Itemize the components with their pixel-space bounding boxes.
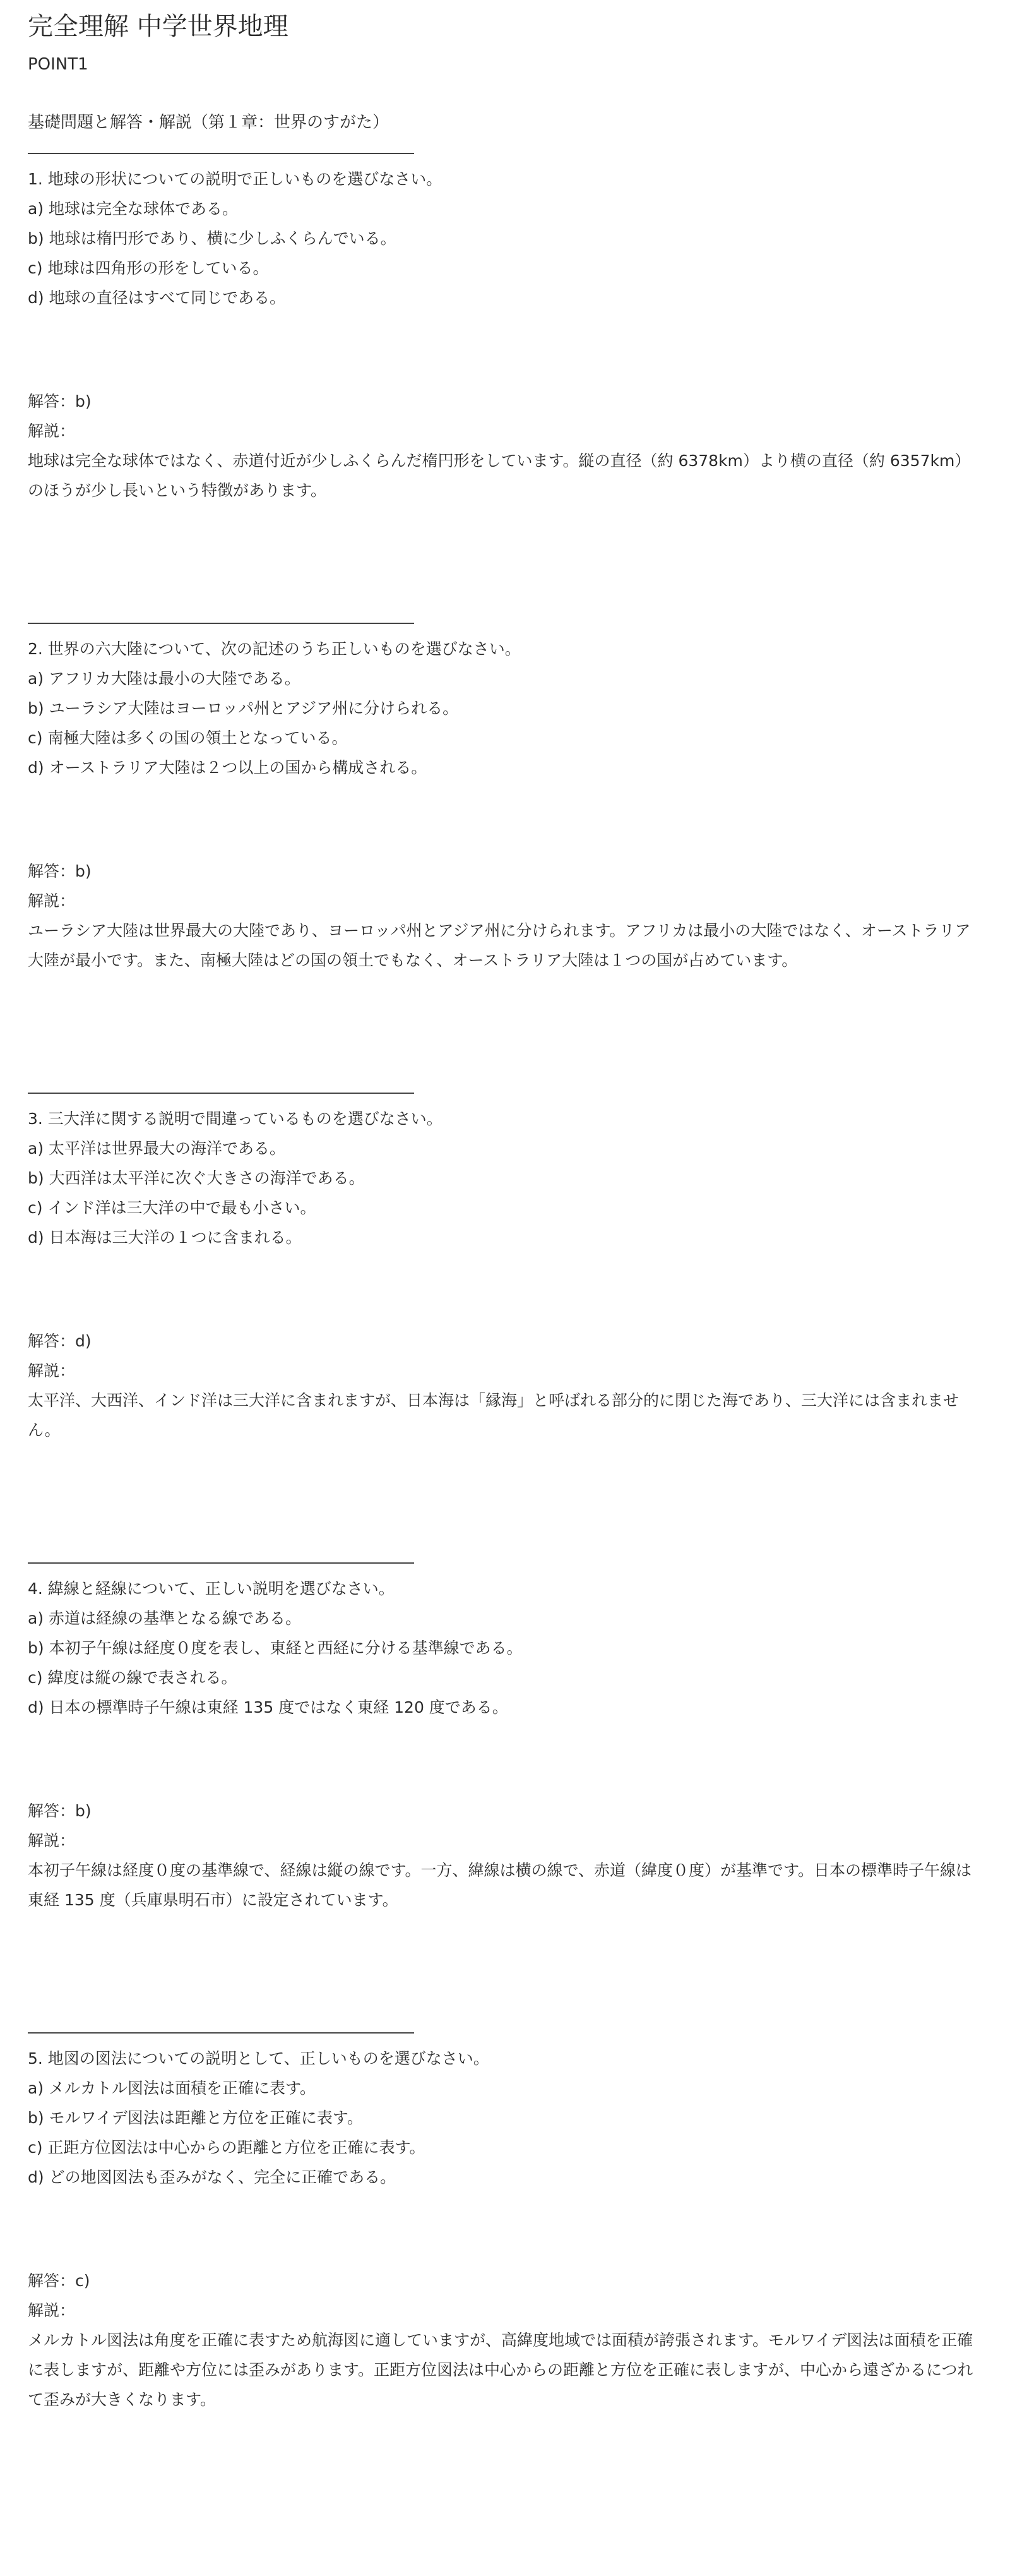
option-c: c) 南極大陸は多くの国の領土となっている。 (28, 729, 348, 747)
question-block (28, 1093, 982, 1445)
explanation-text: メルカトル図法は角度を正確に表すため航海図に適していますが、高緯度地域では面積が誇張されます。モルワイデ図法は面積を正確に表しますが、距離や方位には歪みがあります。正距方位図法は中心からの距離と方位を正確に表しますが、中心から遠ざかるにつれて歪みが大きくなります。 (28, 2331, 973, 2409)
option-a: a) 地球は完全な球体である。 (28, 200, 239, 218)
answer-text: 解答：d) (28, 1332, 92, 1350)
answer-block (28, 386, 982, 505)
question-block (28, 623, 982, 975)
option-d: d) オーストラリア大陸は２つ以上の国から構成される。 (28, 758, 427, 777)
page-title: 完全理解 中学世界地理 (28, 12, 288, 41)
explanation-text: 本初子午線は経度０度の基準線で、経線は縦の線です。一方、緯線は横の線で、赤道（緯度０度）が基準です。日本の標準時子午線は東経 135 度（兵庫県明石市）に設定されています。 (28, 1861, 972, 1909)
question-text: 4. 緯線と経線について、正しい説明を選びなさい。 (28, 1579, 395, 1598)
explanation-text: ユーラシア大陸は世界最大の大陸であり、ヨーロッパ州とアジア州に分けられます。アフリカは最小の大陸ではなく、オーストラリア大陸が最小です。また、南極大陸はどの国の領土でもなく、オーストラリア大陸は１つの国が占めています。 (28, 921, 971, 969)
answer-block (28, 856, 982, 975)
answer-block (28, 2266, 982, 2414)
answer-text: 解答：b) (28, 1802, 92, 1820)
question-text: 3. 三大洋に関する説明で間違っているものを選びなさい。 (28, 1110, 443, 1128)
option-c: c) 地球は四角形の形をしている。 (28, 259, 269, 277)
question-text: 5. 地図の図法についての説明として、正しいものを選びなさい。 (28, 2049, 489, 2068)
option-b: b) 大西洋は太平洋に次ぐ大きさの海洋である。 (28, 1169, 365, 1187)
option-b: b) 本初子午線は経度０度を表し、東経と西経に分ける基準線である。 (28, 1639, 523, 1657)
option-d: d) どの地図図法も歪みがなく、完全に正確である。 (28, 2168, 396, 2186)
divider (28, 1562, 414, 1564)
answer-block (28, 1326, 982, 1445)
question-block (28, 1562, 982, 1915)
explanation-text: 地球は完全な球体ではなく、赤道付近が少しふくらんだ楕円形をしています。縦の直径（約 6378km）より横の直径（約 6357km）のほうが少し長いという特徴があります。 (28, 452, 971, 500)
answer-text: 解答：b) (28, 392, 92, 410)
question-block (28, 2032, 982, 2414)
point-label: POINT1 (28, 55, 88, 74)
explanation-label: 解説： (28, 1362, 76, 1380)
divider (28, 153, 414, 154)
divider (28, 623, 414, 624)
answer-text: 解答：b) (28, 862, 92, 880)
question-block (28, 153, 982, 505)
option-c: c) インド洋は三大洋の中で最も小さい。 (28, 1199, 316, 1217)
explanation-label: 解説： (28, 1831, 76, 1850)
divider (28, 1093, 414, 1094)
question-text: 1. 地球の形状についての説明で正しいものを選びなさい。 (28, 170, 443, 188)
explanation-label: 解説： (28, 892, 76, 910)
option-a: a) メルカトル図法は面積を正確に表す。 (28, 2079, 316, 2097)
option-a: a) 太平洋は世界最大の海洋である。 (28, 1139, 286, 1158)
option-d: d) 日本海は三大洋の１つに含まれる。 (28, 1228, 302, 1247)
explanation-text: 太平洋、大西洋、インド洋は三大洋に含まれますが、日本海は「縁海」と呼ばれる部分的に閉じた海であり、三大洋には含まれません。 (28, 1391, 960, 1439)
answer-text: 解答：c) (28, 2272, 90, 2290)
option-c: c) 正距方位図法は中心からの距離と方位を正確に表す。 (28, 2138, 425, 2157)
option-a: a) アフリカ大陸は最小の大陸である。 (28, 669, 300, 688)
option-d: d) 地球の直径はすべて同じである。 (28, 289, 286, 307)
explanation-label: 解説： (28, 2301, 76, 2320)
option-d: d) 日本の標準時子午線は東経 135 度ではなく東経 120 度である。 (28, 1698, 508, 1716)
option-b: b) モルワイデ図法は距離と方位を正確に表す。 (28, 2109, 363, 2127)
question-text: 2. 世界の六大陸について、次の記述のうち正しいものを選びなさい。 (28, 640, 521, 658)
section-subtitle: 基礎問題と解答・解説（第１章：世界のすがた） (28, 113, 389, 132)
option-b: b) 地球は楕円形であり、横に少しふくらんでいる。 (28, 229, 396, 248)
option-c: c) 緯度は縦の線で表される。 (28, 1668, 237, 1687)
divider (28, 2032, 414, 2034)
answer-block (28, 1796, 982, 1915)
explanation-label: 解説： (28, 422, 76, 440)
option-a: a) 赤道は経線の基準となる線である。 (28, 1609, 302, 1627)
option-b: b) ユーラシア大陸はヨーロッパ州とアジア州に分けられる。 (28, 699, 459, 717)
